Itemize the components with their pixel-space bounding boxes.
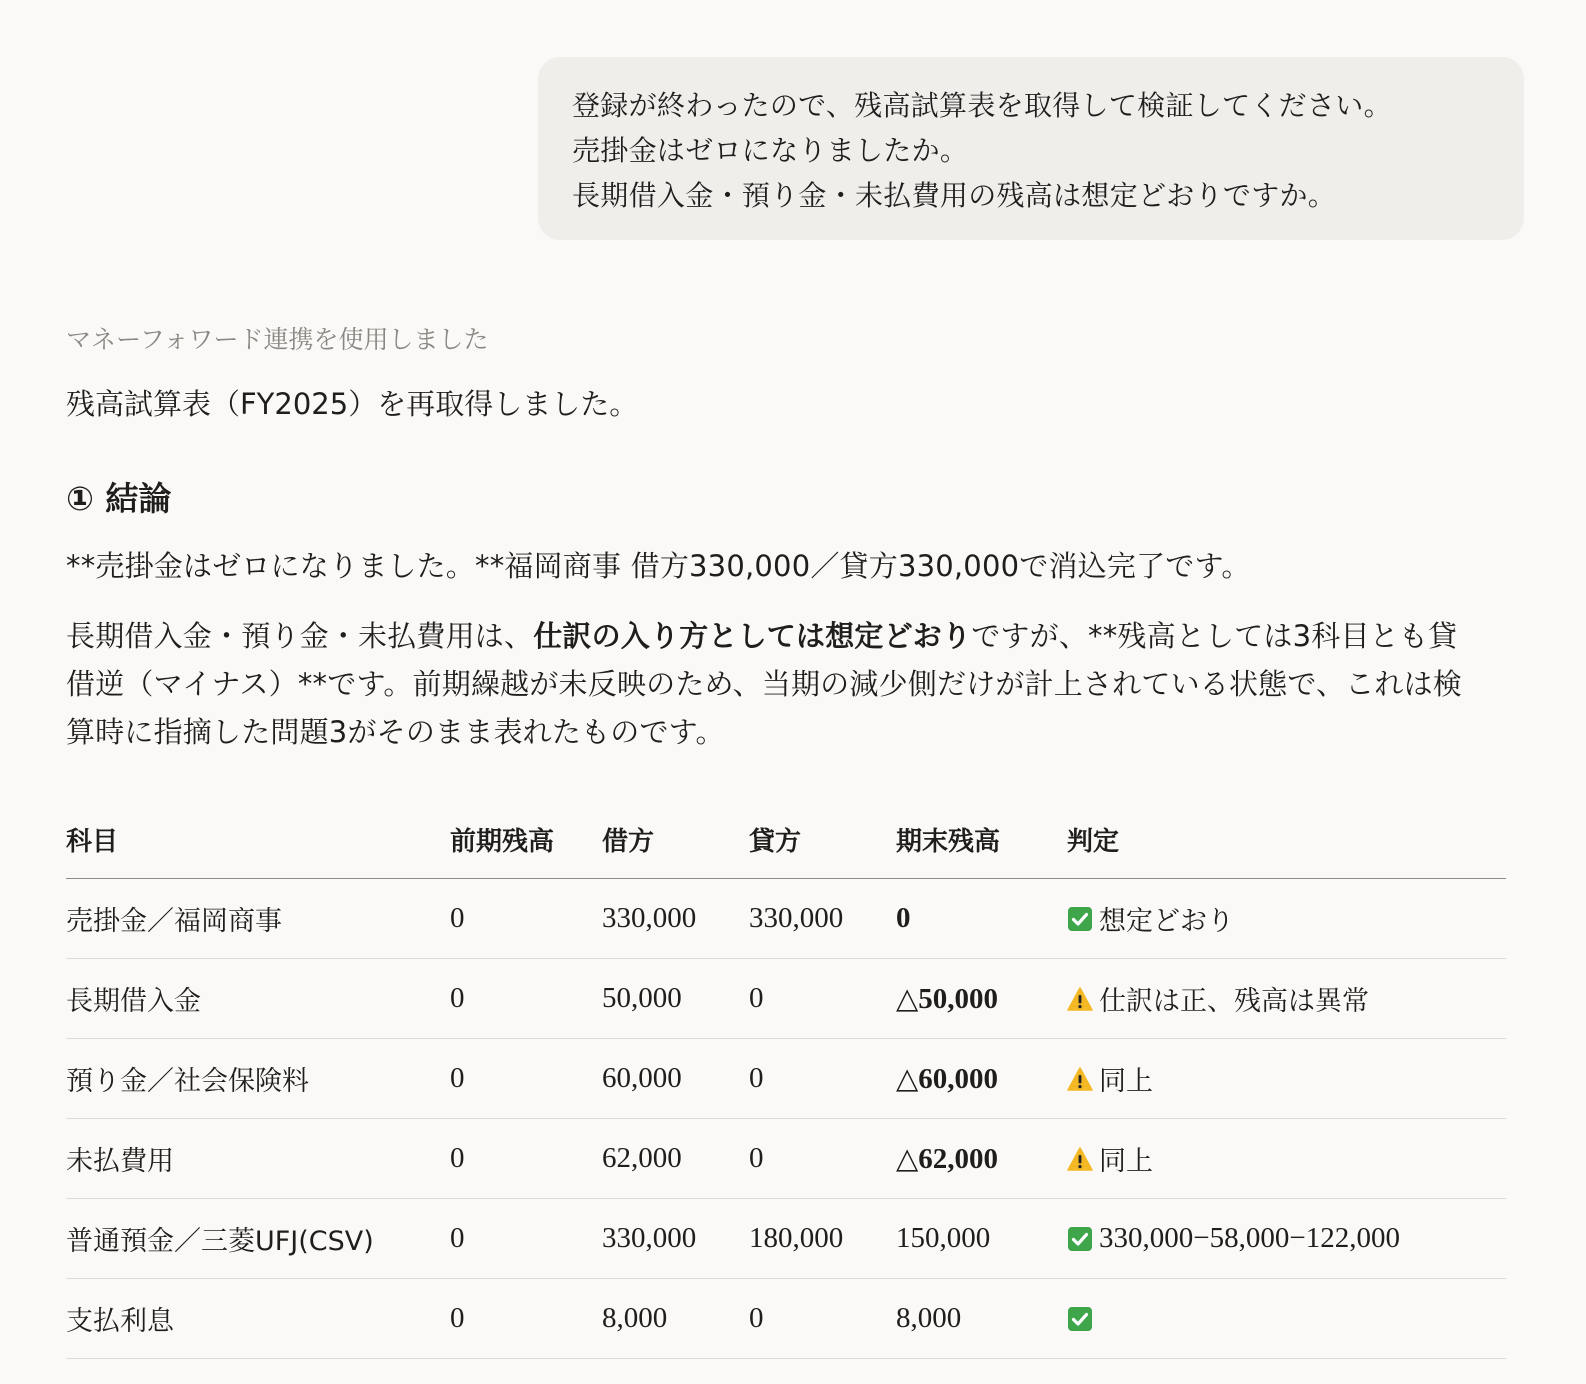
cell-account: 長期借入金: [66, 959, 450, 1039]
cell-debit: 330,000: [602, 879, 749, 959]
table-row: [66, 1119, 1506, 1199]
table-row: [66, 879, 1506, 959]
cell-account: 預り金／社会保険料: [66, 1039, 450, 1119]
warning-icon: [1067, 986, 1093, 1012]
cell-account: 支払利息: [66, 1279, 450, 1359]
verdict-text: 仕訳は正、残高は異常: [1099, 986, 1369, 1017]
header-account: 科目: [66, 800, 450, 879]
cell-debit: 8,000: [602, 1279, 749, 1359]
cell-credit: 0: [749, 1119, 896, 1199]
cell-closing: △62,000: [896, 1119, 1067, 1199]
cell-opening: 0: [450, 959, 602, 1039]
verdict-text: 同上: [1099, 1146, 1153, 1177]
para2-text-a: 長期借入金・預り金・未払費用は、: [66, 619, 534, 653]
header-verdict: 判定: [1067, 800, 1506, 879]
cell-account: 普通預金／三菱UFJ(CSV): [66, 1199, 450, 1279]
cell-credit: 330,000: [749, 879, 896, 959]
verdict: [1067, 1222, 1506, 1255]
cell-account: 未払費用: [66, 1119, 450, 1199]
table-row: [66, 1279, 1506, 1359]
header-closing: 期末残高: [896, 800, 1067, 879]
cell-opening: 0: [450, 1279, 602, 1359]
cell-opening: 0: [450, 1199, 602, 1279]
para2-bold-text: 仕訳の入り方としては想定どおり: [533, 619, 972, 653]
verdict: [1067, 979, 1506, 1018]
section-title: ① 結論: [66, 479, 172, 518]
verdict: [1067, 1139, 1506, 1178]
check-icon: [1067, 1226, 1093, 1252]
cell-credit: 180,000: [749, 1199, 896, 1279]
user-message-line: 売掛金はゼロになりましたか。: [572, 134, 969, 167]
conclusion-paragraph-2: [66, 612, 1466, 756]
verdict-text: 330,000−58,000−122,000: [1099, 1222, 1400, 1254]
verdict: [1067, 899, 1506, 938]
check-icon: [1067, 1306, 1093, 1332]
cell-credit: 0: [749, 1039, 896, 1119]
cell-debit: 50,000: [602, 959, 749, 1039]
check-icon: [1067, 906, 1093, 932]
cell-account: 売掛金／福岡商事: [66, 879, 450, 959]
cell-debit: 330,000: [602, 1199, 749, 1279]
cell-debit: 62,000: [602, 1119, 749, 1199]
cell-closing: △60,000: [896, 1039, 1067, 1119]
cell-verdict: [1067, 879, 1506, 959]
warning-icon: [1067, 1066, 1093, 1092]
verdict-text: 同上: [1099, 1066, 1153, 1097]
cell-verdict: [1067, 959, 1506, 1039]
cell-closing: 8,000: [896, 1279, 1067, 1359]
cell-opening: 0: [450, 879, 602, 959]
verdict: [1067, 1059, 1506, 1098]
cell-opening: 0: [450, 1119, 602, 1199]
cell-credit: 0: [749, 959, 896, 1039]
verdict: [1067, 1306, 1506, 1332]
cell-credit: 0: [749, 1279, 896, 1359]
tool-usage-note[interactable]: マネーフォワード連携を使用しました: [66, 325, 489, 354]
table-row: [66, 959, 1506, 1039]
header-credit: 貸方: [749, 800, 896, 879]
user-message-line: 長期借入金・預り金・未払費用の残高は想定どおりですか。: [572, 179, 1337, 212]
para2-text-c: ですが、**残高としては3科目とも貸借逆（マイナス）**です。前期繰越が未反映のため、当期の減少側だけが計上されている状態で、これは検算時に指摘した問題3がそのまま表れたものです。: [66, 619, 1463, 749]
cell-debit: 60,000: [602, 1039, 749, 1119]
header-debit: 借方: [602, 800, 749, 879]
verdict-text: 想定どおり: [1099, 906, 1234, 937]
conclusion-paragraph-1: **売掛金はゼロになりました。**福岡商事 借方330,000／貸方330,000で消込完了です。: [66, 549, 1251, 583]
cell-closing: △50,000: [896, 959, 1067, 1039]
table-header-row: [66, 800, 1506, 879]
cell-verdict: [1067, 1039, 1506, 1119]
header-opening: 前期残高: [450, 800, 602, 879]
user-message-bubble: [538, 57, 1524, 240]
lead-sentence: 残高試算表（FY2025）を再取得しました。: [66, 387, 639, 421]
cell-verdict: [1067, 1199, 1506, 1279]
cell-verdict: [1067, 1119, 1506, 1199]
user-message-line: 登録が終わったので、残高試算表を取得して検証してください。: [572, 89, 1392, 122]
cell-opening: 0: [450, 1039, 602, 1119]
cell-closing: 0: [896, 879, 1067, 959]
cell-closing: 150,000: [896, 1199, 1067, 1279]
table-row: [66, 1039, 1506, 1119]
assistant-response: [66, 318, 1506, 1359]
table-row: [66, 1199, 1506, 1279]
warning-icon: [1067, 1146, 1093, 1172]
cell-verdict: [1067, 1279, 1506, 1359]
trial-balance-table: [66, 800, 1506, 1359]
